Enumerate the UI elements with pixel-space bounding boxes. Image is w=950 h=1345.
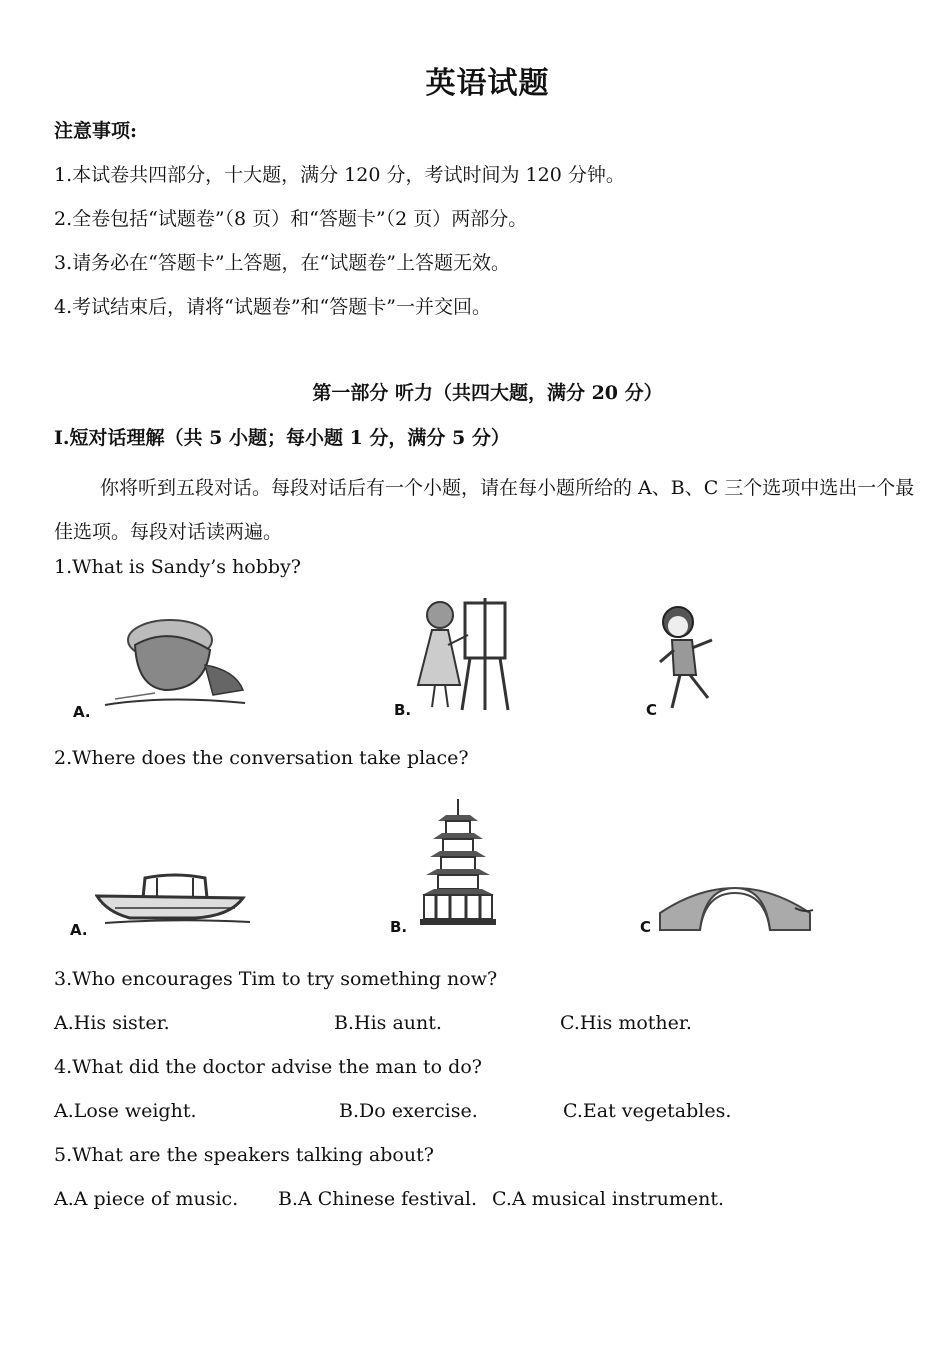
option-label: C [640, 918, 652, 936]
option-c: C.A musical instrument. [492, 1188, 725, 1210]
option-label: B. [390, 918, 408, 936]
notes-heading: 注意事项: [54, 120, 138, 142]
option-a: A.Lose weight. [54, 1100, 197, 1122]
question-3-stem: 3.Who encourages Tim to try something now? [54, 968, 498, 990]
question-4-stem: 4.What did the doctor advise the man to do? [54, 1056, 482, 1078]
running-boy-icon [650, 600, 740, 720]
option-b: B.A Chinese festival. [278, 1188, 478, 1210]
sleeping-girl-icon [95, 595, 255, 720]
note-item: 2.全卷包括“试题卷”（8 页）和“答题卡”（2 页）两部分。 [54, 208, 528, 230]
option-label: B. [394, 701, 412, 719]
option-label: A. [73, 703, 91, 721]
question-1-stem: 1.What is Sandy’s hobby? [54, 556, 301, 578]
option-a: A.His sister. [54, 1012, 170, 1034]
painting-girl-icon [410, 595, 520, 720]
note-item: 1.本试卷共四部分，十大题，满分 120 分，考试时间为 120 分钟。 [54, 164, 625, 186]
note-item: 4.考试结束后，请将“试题卷”和“答题卡”一并交回。 [54, 296, 491, 318]
boat-icon [95, 868, 255, 928]
option-a: A.A piece of music. [54, 1188, 239, 1210]
part-title: 第一部分 听力（共四大题，满分 20 分） [312, 382, 663, 404]
question-5-stem: 5.What are the speakers talking about? [54, 1144, 434, 1166]
question-2-stem: 2.Where does the conversation take place? [54, 747, 469, 769]
option-b: B.His aunt. [334, 1012, 442, 1034]
option-label: A. [70, 921, 88, 939]
pagoda-icon [418, 797, 498, 932]
section-title: I.短对话理解（共 5 小题；每小题 1 分，满分 5 分） [54, 427, 510, 449]
option-b: B.Do exercise. [339, 1100, 478, 1122]
section-instructions: 你将听到五段对话。每段对话后有一个小题，请在每小题所给的 A、B、C 三个选项中选出一个最佳选项。每段对话读两遍。 [54, 477, 915, 543]
page-title: 英语试题 [425, 66, 550, 101]
option-c: C.Eat vegetables. [563, 1100, 732, 1122]
option-label: C [646, 701, 658, 719]
stone-bridge-icon [655, 868, 815, 933]
option-c: C.His mother. [560, 1012, 692, 1034]
note-item: 3.请务必在“答题卡”上答题，在“试题卷”上答题无效。 [54, 252, 510, 274]
